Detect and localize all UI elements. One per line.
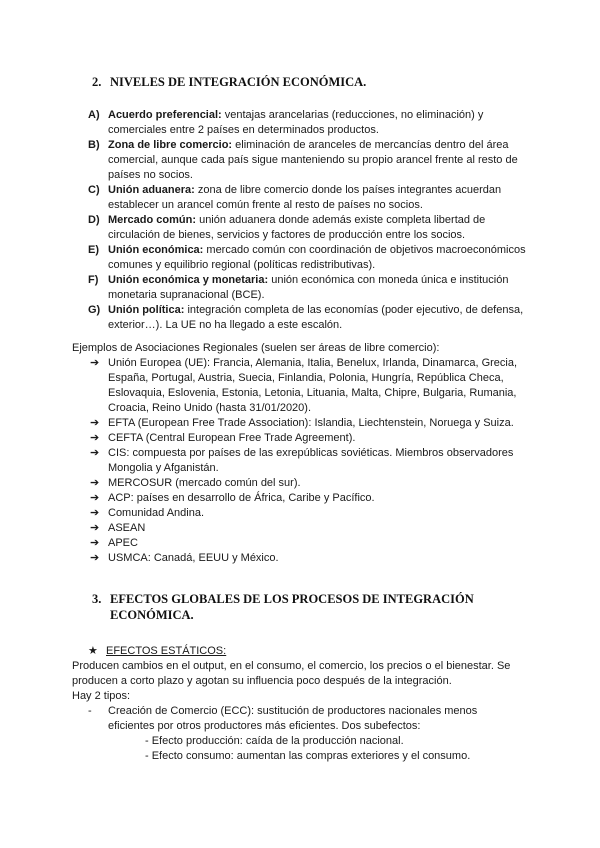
association-text: Comunidad Andina. <box>108 507 205 519</box>
level-letter: D) <box>88 214 100 226</box>
association-text: CEFTA (Central European Free Trade Agreement). <box>108 432 356 444</box>
section-3-number: 3. <box>92 592 102 606</box>
arrow-icon: ➔ <box>90 537 100 549</box>
arrow-icon: ➔ <box>90 477 100 489</box>
level-term: Acuerdo preferencial: <box>108 109 222 121</box>
arrow-icon: ➔ <box>90 432 100 444</box>
level-term: Unión económica y monetaria: <box>108 274 269 286</box>
list-item <box>90 506 530 521</box>
star-icon: ★ <box>88 645 98 657</box>
level-term: Zona de libre comercio: <box>108 139 233 151</box>
association-text: MERCOSUR (mercado común del sur). <box>108 477 301 489</box>
arrow-icon: ➔ <box>90 447 100 459</box>
trade-creation-text: Creación de Comercio (ECC): sustitución de productores nacionales menos eficientes por otros productores más eficientes. Dos subefectos: <box>108 705 478 732</box>
trade-creation-item <box>88 704 488 734</box>
static-effects-label: EFECTOS ESTÁTICOS: <box>106 645 227 657</box>
association-text: CIS: compuesta por países de las exrepúblicas soviéticas. Miembros observadores Mongolia y Afganistán. <box>108 447 514 474</box>
level-item-b <box>88 138 528 183</box>
association-text: ASEAN <box>108 522 146 534</box>
static-effects-paragraph: Producen cambios en el output, en el consumo, el comercio, los precios o el bienestar. Se producen a corto plazo y agotan su influencia poco después de la integración. <box>72 660 511 687</box>
section-3-title-line-2: ECONÓMICA. <box>110 608 194 622</box>
arrow-icon: ➔ <box>90 552 100 564</box>
arrow-icon: ➔ <box>90 417 100 429</box>
level-item-f <box>88 273 528 303</box>
arrow-icon: ➔ <box>90 522 100 534</box>
level-letter: G) <box>88 304 101 316</box>
level-letter: E) <box>88 244 99 256</box>
section-3-heading <box>92 591 474 623</box>
level-description: unión económica con moneda única e institución monetaria supranacional (BCE). <box>108 274 509 301</box>
examples-intro: Ejemplos de Asociaciones Regionales (suelen ser áreas de libre comercio): <box>72 342 440 354</box>
level-letter: F) <box>88 274 99 286</box>
level-item-g <box>88 303 528 333</box>
level-term: Mercado común: <box>108 214 197 226</box>
level-letter: B) <box>88 139 100 151</box>
level-item-c <box>88 183 528 213</box>
association-text: APEC <box>108 537 138 549</box>
level-item-e <box>88 243 528 273</box>
arrow-icon: ➔ <box>90 357 100 369</box>
level-term: Unión económica: <box>108 244 204 256</box>
section-2-number: 2. <box>92 75 102 89</box>
section-2-title: NIVELES DE INTEGRACIÓN ECONÓMICA. <box>110 75 367 89</box>
arrow-icon: ➔ <box>90 507 100 519</box>
subeffect-production: - Efecto producción: caída de la producción nacional. <box>145 735 404 747</box>
section-3-title-line-1: EFECTOS GLOBALES DE LOS PROCESOS DE INTEGRACIÓN <box>110 592 474 606</box>
list-item <box>90 536 530 551</box>
section-2-heading <box>92 74 366 90</box>
association-text: USMCA: Canadá, EEUU y México. <box>108 552 279 564</box>
list-item <box>90 416 530 431</box>
arrow-icon: ➔ <box>90 492 100 504</box>
types-line: Hay 2 tipos: <box>72 690 131 702</box>
association-text: Unión Europea (UE): Francia, Alemania, Italia, Benelux, Irlanda, Dinamarca, Grecia, España, Portugal, Austria, Suecia, Finlandia, Polonia, Hungría, República Checa, Eslovaquia, Eslovenia, Estonia, Letonia, Lituania, Malta, Chipre, Bulgaria, Rumania, Croacia, Reino Unido (hasta 31/01/2020). <box>108 357 518 414</box>
list-item <box>90 491 530 506</box>
list-item <box>90 521 530 536</box>
level-description: mercado común con coordinación de objetivos macroeconómicos comunes y equilibrio regional (políticas redistributivas). <box>108 244 526 271</box>
level-item-a <box>88 108 528 138</box>
list-item <box>90 431 530 446</box>
association-text: ACP: países en desarrollo de África, Caribe y Pacífico. <box>108 492 375 504</box>
level-description: unión aduanera donde además existe completa libertad de circulación de bienes, servicios y factores de producción entre los socios. <box>108 214 486 241</box>
association-text: EFTA (European Free Trade Association): Islandia, Liechtenstein, Noruega y Suiza. <box>108 417 514 429</box>
level-term: Unión aduanera: <box>108 184 195 196</box>
integration-levels-list <box>88 108 528 333</box>
level-letter: A) <box>88 109 100 121</box>
level-description: zona de libre comercio donde los países integrantes acuerdan establecer un arancel común frente al resto de países no socios. <box>108 184 502 211</box>
list-item <box>90 476 530 491</box>
list-item <box>90 356 530 416</box>
static-effects-heading <box>88 644 226 659</box>
list-item <box>90 551 530 566</box>
level-description: ventajas arancelarias (reducciones, no eliminación) y comerciales entre 2 países en determinados productos. <box>108 109 484 136</box>
regional-associations-list <box>90 356 530 566</box>
level-description: integración completa de las economías (poder ejecutivo, de defensa, exterior…). La UE no ha llegado a este escalón. <box>108 304 524 331</box>
level-letter: C) <box>88 184 100 196</box>
subeffect-consumption: - Efecto consumo: aumentan las compras exteriores y el consumo. <box>145 750 471 762</box>
list-item <box>90 446 530 476</box>
level-term: Unión política: <box>108 304 185 316</box>
dash-bullet: - <box>88 705 92 717</box>
level-description: eliminación de aranceles de mercancías dentro del área comercial, aunque cada país sigue manteniendo su propio arancel frente al resto de países no socios. <box>108 139 518 181</box>
level-item-d <box>88 213 528 243</box>
